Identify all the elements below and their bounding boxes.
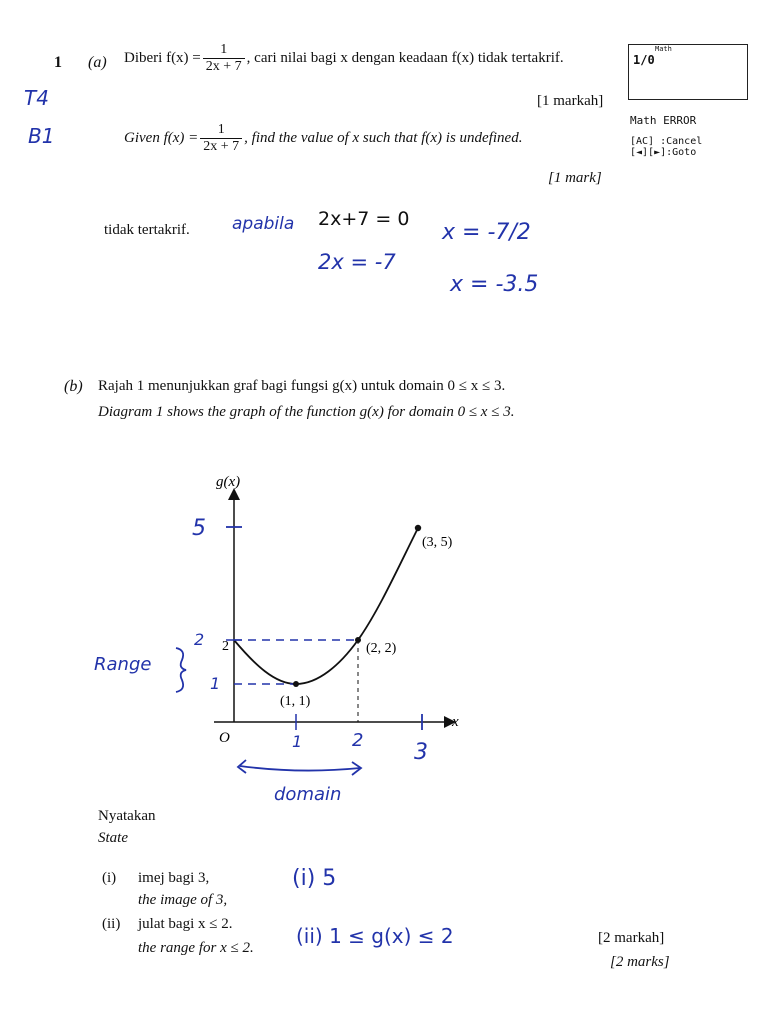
point-1-1 bbox=[293, 681, 299, 687]
handwritten-x2: 2 bbox=[352, 730, 364, 751]
part-a-label: (a) bbox=[88, 54, 107, 71]
part-a-english-post: , find the value of x such that f(x) is undefined. bbox=[244, 130, 523, 146]
range-brace bbox=[176, 648, 186, 692]
calculator-fraction-display: 1/0 bbox=[633, 53, 655, 67]
part-b-malay-text: Rajah 1 menunjukkan graf bagi fungsi g(x) untuk domain 0 ≤ x ≤ 3. bbox=[98, 378, 506, 394]
handwritten-x1: 1 bbox=[292, 732, 303, 751]
item-i-number: (i) bbox=[102, 870, 117, 886]
fraction-numerator: 1 bbox=[220, 42, 228, 57]
fraction-denominator: 2x + 7 bbox=[203, 58, 245, 75]
part-a-english-pre: Given f(x) = bbox=[124, 130, 199, 146]
fraction-numerator-english: 1 bbox=[217, 122, 225, 137]
handwritten-y2: 2 bbox=[194, 630, 205, 649]
handwritten-eq2: 2x = -7 bbox=[318, 250, 396, 274]
item-ii-english: the range for x ≤ 2. bbox=[138, 940, 254, 956]
handwritten-answer-i: (i) 5 bbox=[292, 866, 337, 891]
handwritten-apabila: apabila bbox=[232, 214, 295, 234]
calculator-error-cancel: [AC] :Cancel bbox=[630, 136, 703, 147]
part-a-english-marks: [1 mark] bbox=[548, 170, 602, 186]
handwritten-solution-1: x = -7/2 bbox=[442, 220, 531, 245]
item-i-malay: imej bagi 3, bbox=[138, 870, 210, 886]
handwritten-answer-ii: (ii) 1 ≤ g(x) ≤ 2 bbox=[296, 924, 454, 948]
state-english: State bbox=[98, 830, 128, 846]
calculator-mode-indicator: Math bbox=[655, 45, 672, 53]
point-2-2 bbox=[355, 637, 361, 643]
item-i-english: the image of 3, bbox=[138, 892, 228, 908]
calculator-error-goto: [◄][►]:Goto bbox=[630, 147, 697, 158]
y-tick-label-2: 2 bbox=[222, 639, 229, 654]
part-b-english-text: Diagram 1 shows the graph of the function g(x) for domain 0 ≤ x ≤ 3. bbox=[98, 404, 515, 420]
domain-arrow bbox=[240, 766, 360, 771]
handwritten-range-label: Range bbox=[94, 654, 152, 675]
point-3-5 bbox=[415, 525, 421, 531]
handwritten-margin-t4: T4 bbox=[24, 86, 49, 110]
working-label-tidak-tertakrif: tidak tertakrif. bbox=[104, 222, 190, 238]
calculator-error-title: Math ERROR bbox=[630, 114, 697, 127]
point-label-3-5: (3, 5) bbox=[422, 535, 453, 550]
part-a-malay-post: , cari nilai bagi x dengan keadaan f(x) tidak tertakrif. bbox=[246, 50, 564, 66]
part-a-malay-pre: Diberi f(x) = bbox=[124, 50, 201, 66]
handwritten-eq1: 2x+7 = 0 bbox=[318, 208, 410, 230]
handwritten-y5: 5 bbox=[192, 516, 206, 541]
handwritten-domain-label: domain bbox=[274, 784, 342, 805]
part-a-malay-marks: [1 markah] bbox=[537, 93, 604, 109]
part-b-marks-english: [2 marks] bbox=[610, 954, 670, 970]
handwritten-y1: 1 bbox=[210, 674, 221, 693]
y-axis-label: g(x) bbox=[216, 474, 241, 490]
fraction-denominator-english: 2x + 7 bbox=[200, 138, 242, 155]
point-label-1-1: (1, 1) bbox=[280, 694, 311, 709]
part-b-marks-malay: [2 markah] bbox=[598, 930, 665, 946]
gx-curve bbox=[234, 528, 418, 684]
state-malay: Nyatakan bbox=[98, 808, 156, 824]
handwritten-solution-2: x = -3.5 bbox=[450, 272, 539, 297]
handwritten-x3: 3 bbox=[414, 740, 428, 765]
origin-label: O bbox=[219, 730, 230, 746]
x-axis-label: x bbox=[452, 714, 459, 730]
part-b-label: (b) bbox=[64, 378, 83, 395]
question-number: 1 bbox=[54, 54, 62, 71]
point-label-2-2: (2, 2) bbox=[366, 641, 397, 656]
item-ii-malay: julat bagi x ≤ 2. bbox=[138, 916, 233, 932]
handwritten-margin-b1: B1 bbox=[28, 124, 55, 148]
item-ii-number: (ii) bbox=[102, 916, 121, 932]
